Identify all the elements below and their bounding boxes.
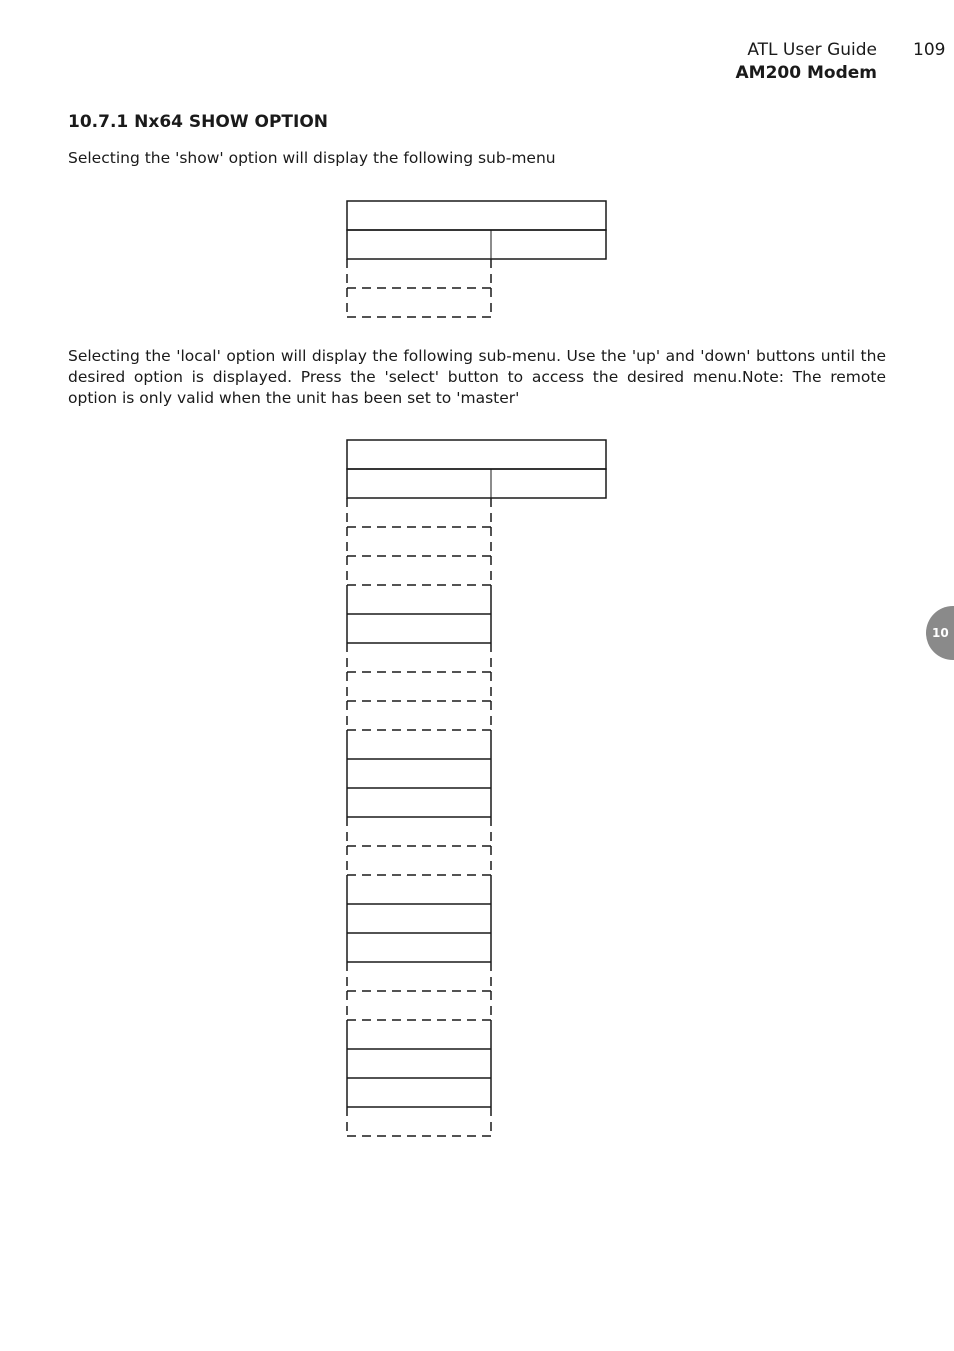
page-number: 109 [913,40,946,60]
local-submenu-header-box [347,469,606,498]
header-guide-title: ATL User Guide [747,40,877,60]
section-heading: 10.7.1 Nx64 SHOW OPTION [68,112,329,132]
show-submenu-title-box [347,201,606,230]
chapter-tab-label: 10 [932,626,949,640]
local-submenu-title-box [347,440,606,469]
show-submenu-header-box [347,230,606,259]
header-product-name: AM200 Modem [735,63,877,83]
show-intro-paragraph: Selecting the 'show' option will display the following sub-menu [68,149,556,167]
local-intro-paragraph: Selecting the 'local' option will display the following sub-menu. Use the 'up' and 'down' buttons until the desired option is displayed. Press the 'select' button to access the desired menu.Note: The remote option is only valid when the unit has been set to 'master' [68,347,886,407]
